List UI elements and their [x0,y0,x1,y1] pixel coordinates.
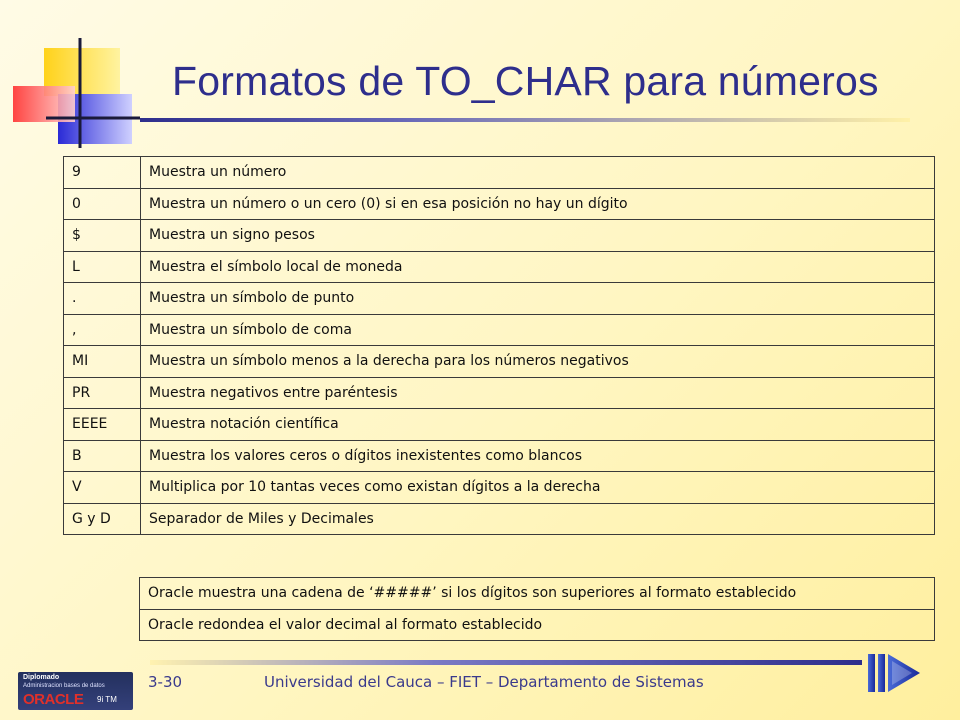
format-description: Muestra un signo pesos [141,220,935,252]
format-description: Muestra un símbolo de punto [141,283,935,315]
format-description: Separador de Miles y Decimales [141,503,935,535]
table-row [64,409,935,441]
format-description: Muestra un símbolo menos a la derecha para los números negativos [141,346,935,378]
format-code: G y D [64,503,141,535]
table-row [140,578,935,610]
format-code: , [64,314,141,346]
logo-oracle: ORACLE [23,691,84,708]
table-row [64,220,935,252]
format-code: 9 [64,157,141,189]
format-description: Muestra negativos entre paréntesis [141,377,935,409]
format-description: Multiplica por 10 tantas veces como existan dígitos a la derecha [141,472,935,504]
format-code: EEEE [64,409,141,441]
table-row [64,472,935,504]
format-code: 0 [64,188,141,220]
oracle-diplomado-logo [18,672,133,710]
format-code: $ [64,220,141,252]
table-row [64,251,935,283]
title-underline [140,118,910,122]
format-code: . [64,283,141,315]
format-description: Muestra los valores ceros o dígitos inexistentes como blancos [141,440,935,472]
format-description: Muestra el símbolo local de moneda [141,251,935,283]
format-code: B [64,440,141,472]
slide-title: Formatos de TO_CHAR para números [172,58,879,104]
format-code: PR [64,377,141,409]
logo-line-2: Administracion bases de datos [23,683,105,689]
note-text: Oracle redondea el valor decimal al formato establecido [140,609,935,641]
logo-line-1: Diplomado [23,674,60,681]
next-slide-arrow-icon[interactable] [866,650,922,696]
note-text: Oracle muestra una cadena de ‘#####’ si los dígitos son superiores al formato establecido [140,578,935,610]
table-row [64,440,935,472]
table-row [64,377,935,409]
format-code: V [64,472,141,504]
format-description: Muestra un símbolo de coma [141,314,935,346]
table-row [64,188,935,220]
table-row [64,314,935,346]
table-row [64,283,935,315]
table-row [64,346,935,378]
page-number: 3-30 [148,673,183,691]
table-row [140,609,935,641]
logo-version: 9i TM [97,695,117,704]
footer-divider [150,660,862,665]
footer-institution: Universidad del Cauca – FIET – Departamento de Sistemas [264,673,704,691]
table-row [64,157,935,189]
notes-table [139,577,935,641]
format-description: Muestra un número [141,157,935,189]
format-code: L [64,251,141,283]
format-description: Muestra notación científica [141,409,935,441]
slide-decoration [0,0,140,150]
table-row [64,503,935,535]
format-code: MI [64,346,141,378]
format-description: Muestra un número o un cero (0) si en esa posición no hay un dígito [141,188,935,220]
format-table [63,156,935,535]
